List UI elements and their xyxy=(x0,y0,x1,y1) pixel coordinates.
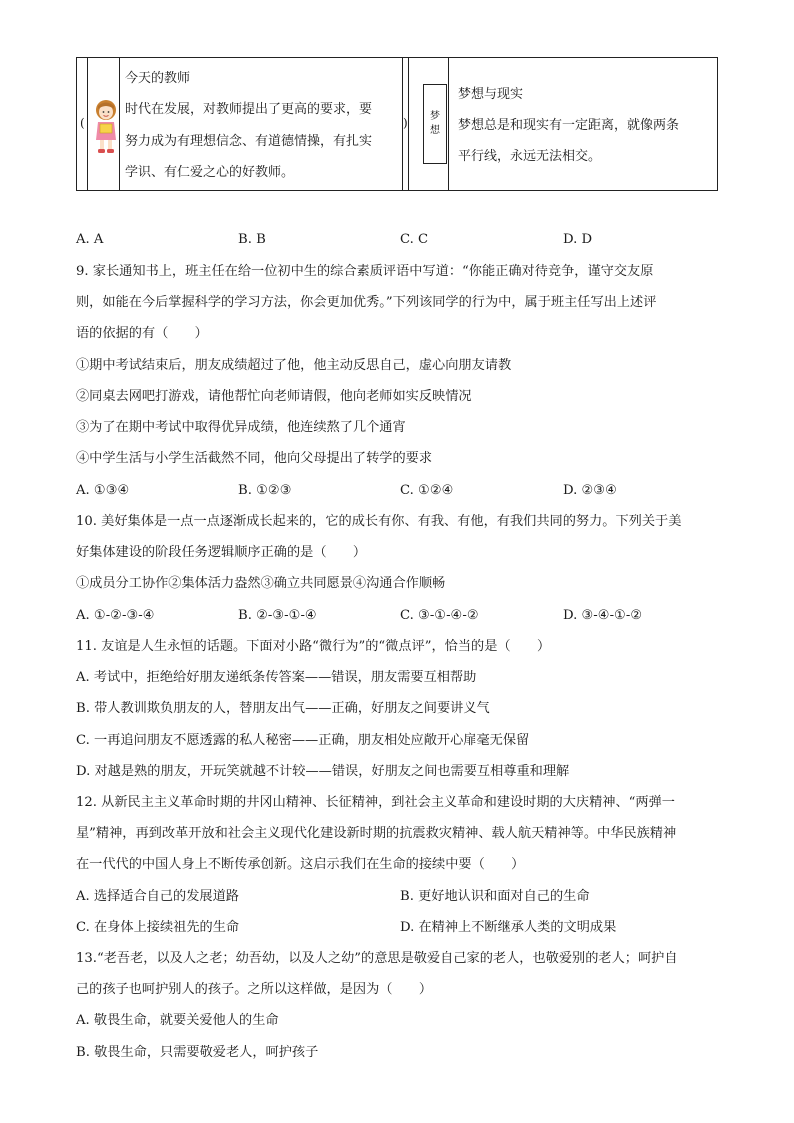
q10-option-b[interactable]: B. ②-③-①-④ xyxy=(238,608,317,623)
q10-option-a[interactable]: A. ①-②-③-④ xyxy=(76,608,155,623)
q9-item: ②同桌去网吧打游戏，请他帮忙向老师请假，他向老师如实反映情况 xyxy=(76,389,472,404)
q10-item: ①成员分工协作②集体活力盎然③确立共同愿景④沟通合作顺畅 xyxy=(76,576,446,591)
left-cell-line: 努力成为有理想信念、有道德情操，有扎实 xyxy=(125,134,373,149)
q12-stem-line: 12. 从新民主主义革命时期的井冈山精神、长征精神，到社会主义革命和建设时期的大庆精神、“两弹一 xyxy=(76,795,675,810)
q12-option-d[interactable]: D. 在精神上不断继承人类的文明成果 xyxy=(400,920,617,935)
left-paren: ( xyxy=(80,116,85,130)
q12-option-c[interactable]: C. 在身体上接续祖先的生命 xyxy=(76,920,240,935)
q8-option-c[interactable]: C. C xyxy=(400,232,429,247)
q9-stem-line: 语的依据的有（ ） xyxy=(76,326,208,341)
q13-stem-line: 己的孩子也呵护别人的孩子。之所以这样做，是因为（ ） xyxy=(76,982,433,997)
q12-option-b[interactable]: B. 更好地认识和面对自己的生命 xyxy=(400,889,590,904)
dream-label-box xyxy=(423,84,447,164)
left-cell-title: 今天的教师 xyxy=(125,71,191,86)
q10-stem-line: 好集体建设的阶段任务逻辑顺序正确的是（ ） xyxy=(76,545,367,560)
q12-stem-line: 星”精神，再到改革开放和社会主义现代化建设新时期的抗震救灾精神、载人航天精神等。中华民族精神 xyxy=(76,826,677,841)
q11-stem-line: 11. 友谊是人生永恒的话题。下面对小路“微行为”的“微点评”，恰当的是（ ） xyxy=(76,639,551,654)
q8-option-a[interactable]: A. A xyxy=(76,232,104,247)
mid-paren: ) xyxy=(403,116,408,130)
table-divider xyxy=(408,58,409,190)
q13-option-a[interactable]: A. 敬畏生命，就要关爱他人的生命 xyxy=(76,1013,279,1028)
table-divider xyxy=(119,58,120,190)
q9-item: ①期中考试结束后，朋友成绩超过了他，他主动反思自己，虚心向朋友请教 xyxy=(76,358,512,373)
q12-stem-line: 在一代代的中国人身上不断传承创新。这启示我们在生命的接续中要（ ） xyxy=(76,857,525,872)
q8-option-d[interactable]: D. D xyxy=(563,232,593,247)
q9-option-c[interactable]: C. ①②④ xyxy=(400,483,454,498)
comparison-table xyxy=(76,57,718,191)
table-divider xyxy=(448,58,449,190)
left-cell-line: 时代在发展，对教师提出了更高的要求，要 xyxy=(125,102,373,117)
right-cell-line: 平行线，永远无法相交。 xyxy=(458,149,602,164)
table-divider xyxy=(87,58,88,190)
q11-option-b[interactable]: B. 带人教训欺负朋友的人，替朋友出气——正确，好朋友之间要讲义气 xyxy=(76,701,490,716)
q9-item: ④中学生活与小学生活截然不同，他向父母提出了转学的要求 xyxy=(76,451,433,466)
q12-option-a[interactable]: A. 选择适合自己的发展道路 xyxy=(76,889,239,904)
right-cell-title: 梦想与现实 xyxy=(458,87,524,102)
q9-stem-line: 9. 家长通知书上，班主任在给一位初中生的综合素质评语中写道：“你能正确对待竞争，谨守交友原 xyxy=(76,264,654,279)
left-cell-line: 学识、有仁爱之心的好教师。 xyxy=(125,165,295,180)
teacher-girl-illustration xyxy=(93,98,119,156)
q13-option-b[interactable]: B. 敬畏生命，只需要敬爱老人，呵护孩子 xyxy=(76,1045,319,1060)
q10-option-d[interactable]: D. ③-④-①-② xyxy=(563,608,643,623)
q9-option-a[interactable]: A. ①③④ xyxy=(76,483,130,498)
q9-option-b[interactable]: B. ①②③ xyxy=(238,483,292,498)
q9-item: ③为了在期中考试中取得优异成绩，他连续熬了几个通宵 xyxy=(76,420,406,435)
q10-option-c[interactable]: C. ③-①-④-② xyxy=(400,608,479,623)
q9-option-d[interactable]: D. ②③④ xyxy=(563,483,617,498)
dream-box-char: 想 xyxy=(430,125,440,136)
q10-stem-line: 10. 美好集体是一点一点逐渐成长起来的，它的成长有你、有我、有他，有我们共同的努力。下列关于美 xyxy=(76,514,682,529)
q11-option-a[interactable]: A. 考试中，拒绝给好朋友递纸条传答案——错误，朋友需要互相帮助 xyxy=(76,670,477,685)
q13-stem-line: 13.“老吾老，以及人之老；幼吾幼，以及人之幼”的意思是敬爱自己家的老人，也敬爱别的老人；呵护自 xyxy=(76,951,678,966)
right-cell-line: 梦想总是和现实有一定距离，就像两条 xyxy=(458,118,680,133)
q11-option-d[interactable]: D. 对越是熟的朋友，开玩笑就越不计较——错误，好朋友之间也需要互相尊重和理解 xyxy=(76,764,570,779)
dream-box-char: 梦 xyxy=(430,111,440,122)
q11-option-c[interactable]: C. 一再追问朋友不愿透露的私人秘密——正确，朋友相处应敞开心扉毫无保留 xyxy=(76,733,530,748)
q8-option-b[interactable]: B. B xyxy=(238,232,266,247)
q9-stem-line: 则，如能在今后掌握科学的学习方法，你会更加优秀。”下列该同学的行为中，属于班主任写出上述评 xyxy=(76,295,657,310)
